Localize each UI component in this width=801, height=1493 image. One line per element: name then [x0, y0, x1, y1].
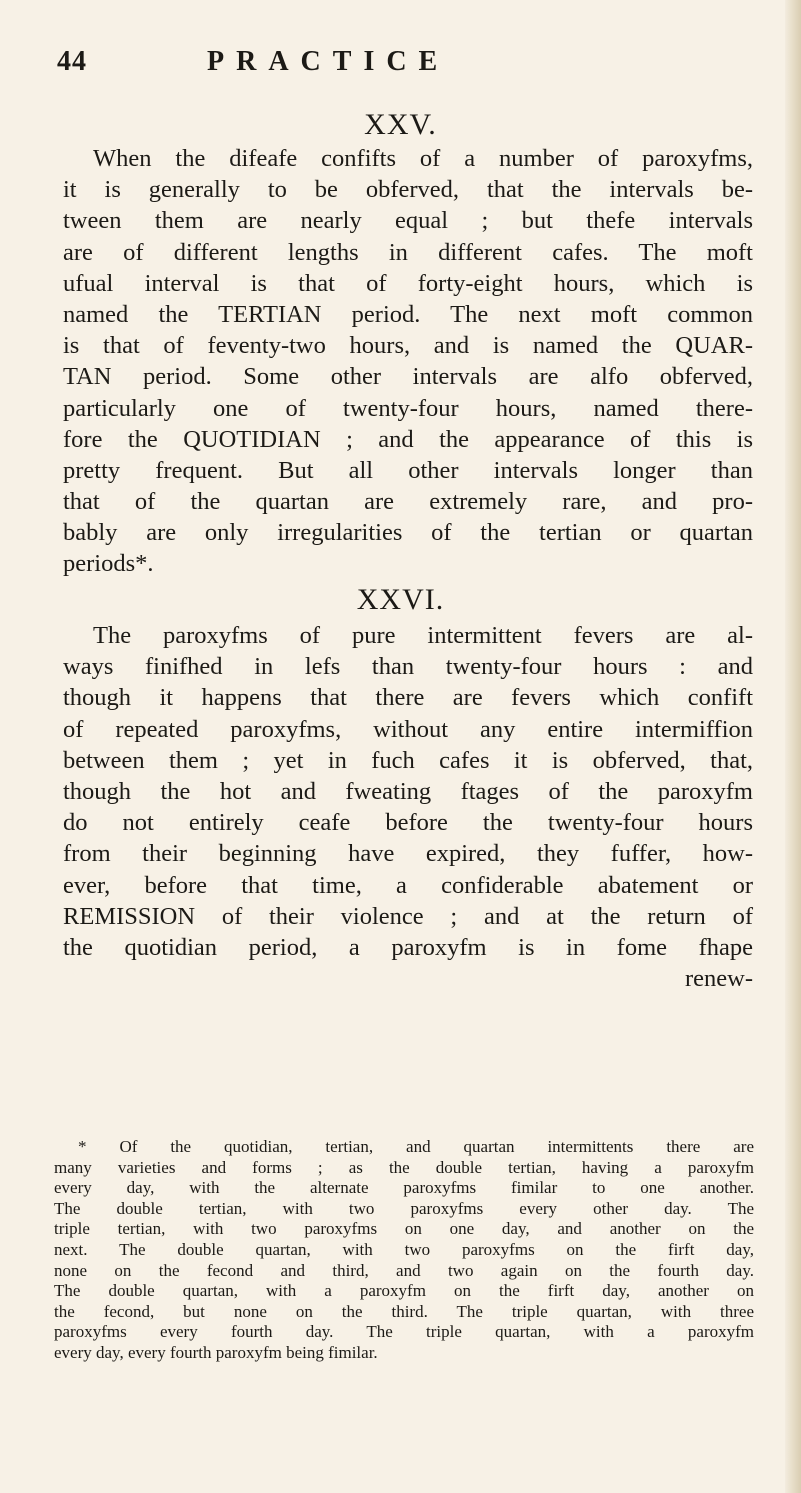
page-header: [57, 46, 677, 86]
text-line: periods*.: [63, 550, 154, 578]
footnote-line: many varieties and forms ; as the double tertian, having a paroxyfm: [54, 1157, 754, 1177]
section-xxvi-body: [63, 620, 753, 994]
footnote: [54, 1137, 754, 1364]
text-line: named the TERTIAN period. The next moft common: [63, 300, 753, 328]
footnote-line: triple tertian, with two paroxyfms on one day, and another on the: [54, 1219, 754, 1239]
text-line: ufual interval is that of forty-eight hours, which is: [63, 269, 753, 297]
text-line: between them ; yet in fuch cafes it is obferved, that,: [63, 746, 753, 774]
text-line: though the hot and fweating ftages of the paroxyfm: [63, 777, 753, 805]
section-heading-xxv: XXV.: [364, 108, 437, 141]
text-line: ways finifhed in lefs than twenty-four hours : and: [63, 653, 753, 681]
footnote-line: next. The double quartan, with two paroxyfms on the firft day,: [54, 1239, 754, 1259]
page-number: 44: [57, 46, 87, 77]
footnote-line: none on the fecond and third, and two again on the fourth day.: [54, 1260, 754, 1280]
text-line: it is generally to be obferved, that the intervals be-: [63, 176, 753, 204]
text-line: the quotidian period, a paroxyfm is in fome fhape: [63, 933, 753, 961]
text-line: When the difeafe confifts of a number of paroxyfms,: [93, 145, 753, 172]
text-line: ever, before that time, a confiderable abatement or: [63, 871, 753, 899]
text-line: though it happens that there are fevers which confift: [63, 684, 753, 712]
text-line: are of different lengths in different cafes. The moft: [63, 238, 753, 266]
page-edge: [785, 0, 801, 1493]
text-line: pretty frequent. But all other intervals longer than: [63, 456, 753, 484]
footnote-line: paroxyfms every fourth day. The triple quartan, with a paroxyfm: [54, 1322, 754, 1342]
text-line: bably are only irregularities of the tertian or quartan: [63, 519, 753, 547]
section-heading-xxvi: XXVI.: [356, 583, 445, 616]
text-line: tween them are nearly equal ; but thefe intervals: [63, 207, 753, 235]
footnote-line: * Of the quotidian, tertian, and quartan intermittents there are: [78, 1137, 754, 1156]
text-line: REMISSION of their violence ; and at the return of: [63, 902, 753, 930]
text-line: TAN period. Some other intervals are alfo obferved,: [63, 363, 753, 391]
text-line: do not entirely ceafe before the twenty-four hours: [63, 809, 753, 837]
footnote-line: every day, with the alternate paroxyfms fimilar to one another.: [54, 1178, 754, 1198]
catchword: renew-: [684, 965, 753, 993]
text-line: from their beginning have expired, they fuffer, how-: [63, 840, 753, 868]
section-xxv-body: [63, 143, 753, 580]
text-line: is that of feventy-two hours, and is named the QUAR-: [63, 332, 753, 360]
footnote-line: The double tertian, with two paroxyfms every other day. The: [54, 1198, 754, 1218]
footnote-line: the fecond, but none on the third. The triple quartan, with three: [54, 1301, 754, 1321]
text-line: of repeated paroxyfms, without any entire intermiffion: [63, 715, 753, 743]
text-line: The paroxyfms of pure intermittent fevers are al-: [93, 622, 753, 649]
text-line: that of the quartan are extremely rare, and pro-: [63, 488, 753, 516]
text-line: fore the QUOTIDIAN ; and the appearance of this is: [63, 425, 753, 453]
footnote-line: every day, every fourth paroxyfm being fimilar.: [54, 1342, 378, 1362]
running-title: PRACTICE: [207, 46, 450, 77]
text-line: particularly one of twenty-four hours, named there-: [63, 394, 753, 422]
footnote-line: The double quartan, with a paroxyfm on the firft day, another on: [54, 1281, 754, 1301]
